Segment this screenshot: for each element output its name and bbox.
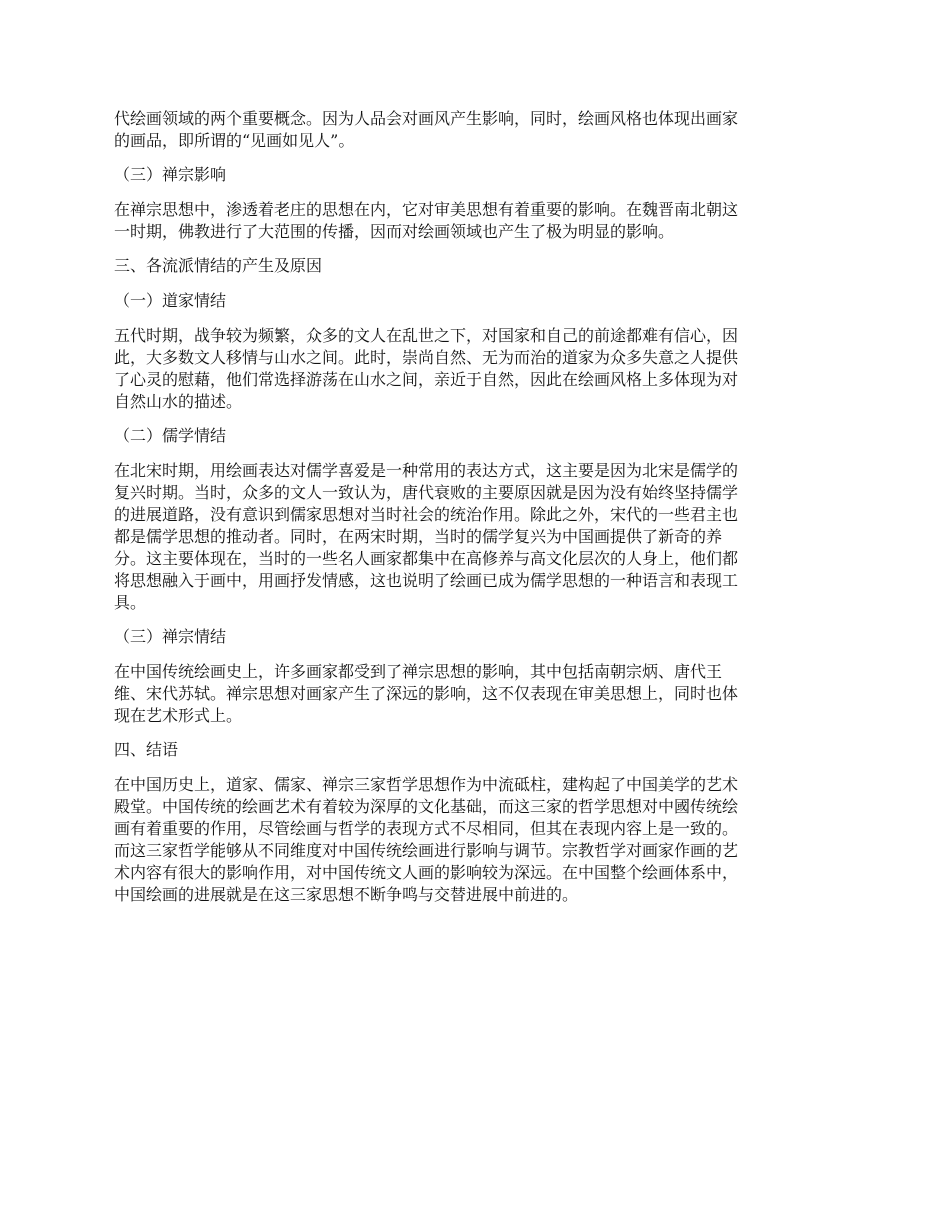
paragraph-line: 都是儒学思想的推动者。同时，在两宋时期，当时的儒学复兴为中国画提供了新奇的养 (114, 527, 723, 546)
paragraph-line: 在禅宗思想中，渗透着老庄的思想在内，它对审美思想有着重要的影响。在魏晋南北朝这 (114, 200, 739, 219)
section-heading: （二）儒学情结 (114, 426, 227, 445)
paragraph-line: 中国绘画的进展就是在这三家思想不断争鸣与交替进展中前进的。 (114, 885, 579, 904)
section-heading: 四、结语 (114, 740, 179, 759)
paragraph-line: 此，大多数文人移情与山水之间。此时，崇尚自然、无为而治的道家为众多失意之人提供 (114, 348, 739, 367)
section-heading: （一）道家情结 (114, 291, 227, 310)
paragraph-line: 而这三家哲学能够从不同维度对中国传统绘画进行影响与调节。宗教哲学对画家作画的艺 (114, 841, 739, 860)
paragraph-line: 代绘画领域的两个重要概念。因为人品会对画风产生影响，同时，绘画风格也体现出画家 (114, 109, 739, 128)
paragraph-line: 了心灵的慰藉，他们常选择游荡在山水之间，亲近于自然，因此在绘画风格上多体现为对 (114, 370, 739, 389)
paragraph-line: 画有着重要的作用，尽管绘画与哲学的表现方式不尽相同，但其在表现内容上是一致的。 (114, 819, 739, 838)
paragraph-line: 现在艺术形式上。 (114, 706, 243, 725)
section-heading: 三、各流派情结的产生及原因 (114, 256, 323, 275)
paragraph-line: 一时期，佛教进行了大范围的传播，因而对绘画领域也产生了极为明显的影响。 (114, 222, 675, 241)
paragraph-line: 在北宋时期，用绘画表达对儒学喜爱是一种常用的表达方式，这主要是因为北宋是儒学的 (114, 461, 739, 480)
paragraph-line: 术内容有很大的影响作用，对中国传统文人画的影响较为深远。在中国整个绘画体系中， (114, 863, 739, 882)
paragraph-line: 在中国历史上，道家、儒家、禅宗三家哲学思想作为中流砥柱，建构起了中国美学的艺术 (114, 775, 739, 794)
paragraph-line: 将思想融入于画中，用画抒发情感，这也说明了绘画已成为儒学思想的一种语言和表现工 (114, 571, 739, 590)
paragraph-line: 分。这主要体现在，当时的一些名人画家都集中在高修养与高文化层次的人身上，他们都 (114, 549, 739, 568)
paragraph-line: 殿堂。中国传统的绘画艺术有着较为深厚的文化基础，而这三家的哲学思想对中國传统绘 (114, 797, 739, 816)
paragraph-line: 五代时期，战争较为频繁，众多的文人在乱世之下，对国家和自己的前途都难有信心，因 (114, 326, 739, 345)
document-body (114, 108, 838, 906)
paragraph (114, 108, 838, 152)
paragraph (114, 460, 838, 614)
paragraph-line: 自然山水的描述。 (114, 392, 243, 411)
paragraph (114, 774, 838, 906)
section-heading: （三）禅宗影响 (114, 165, 227, 184)
paragraph-line: 在中国传统绘画史上，许多画家都受到了禅宗思想的影响，其中包括南朝宗炳、唐代王 (114, 662, 723, 681)
paragraph-line: 具。 (114, 593, 147, 612)
paragraph-line: 复兴时期。当时，众多的文人一致认为，唐代衰败的主要原因就是因为没有始终坚持儒学 (114, 483, 739, 502)
paragraph (114, 325, 838, 413)
paragraph-line: 的进展道路，没有意识到儒家思想对当时社会的统治作用。除此之外，宋代的一些君主也 (114, 505, 739, 524)
section-heading: （三）禅宗情结 (114, 627, 227, 646)
paragraph (114, 661, 838, 727)
paragraph-line: 维、宋代苏轼。禅宗思想对画家产生了深远的影响，这不仅表现在审美思想上，同时也体 (114, 684, 739, 703)
paragraph-line: 的画品，即所谓的“见画如见人”。 (114, 131, 355, 150)
paragraph (114, 199, 838, 243)
